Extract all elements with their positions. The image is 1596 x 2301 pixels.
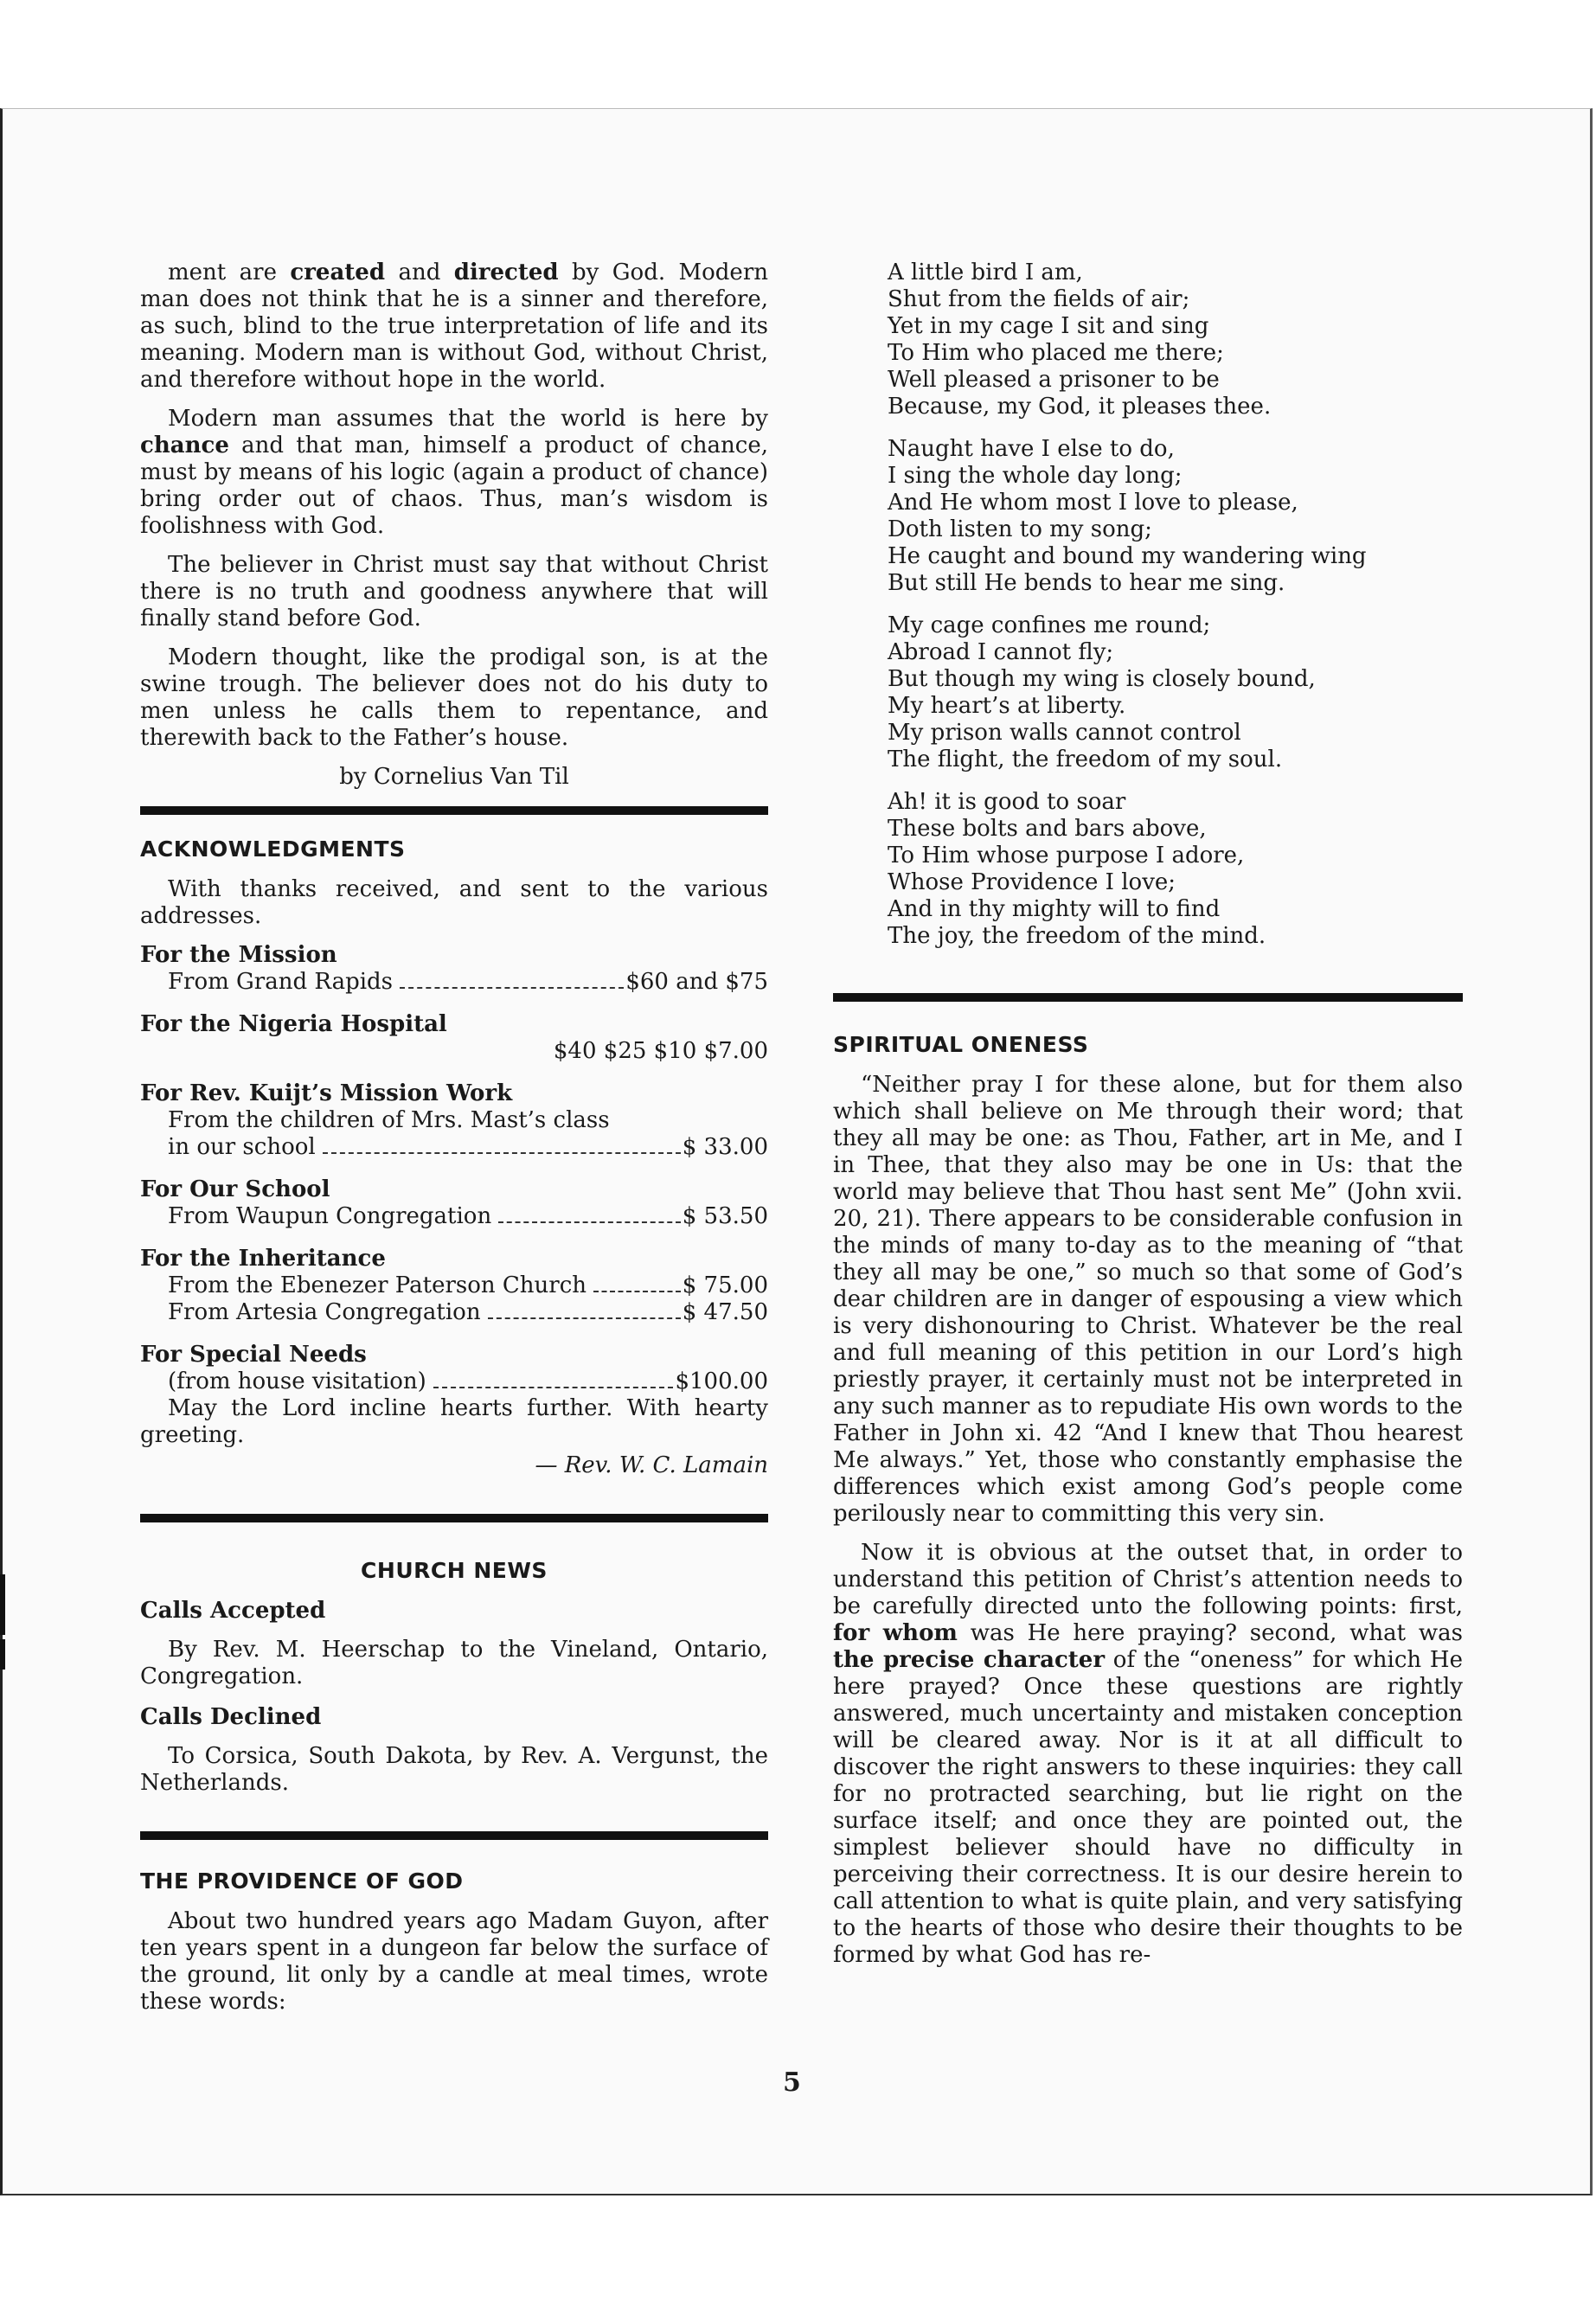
text-run: “Neither pray I for these alone, but for them also which shall believe on Me through their word; that they all may be one: as Thou, Father, art in Me, and I in Thee, that they also may be one in Us: that the world may believe that Thou hast sent Me” (John xvii. 20, 21). There appears to be considerable confusion in the minds of many to-day as to the meaning of “that they all may be one,” so much so that some of God’s dear children are in danger of espousing a view which is very dishonouring to Christ. Whatever be the real and full meaning of this petition in our Lord’s high priestly prayer, it certainly must not be interpreted in any such manner as to repudiate His own words to the Father in John xi. 42 “And I knew that Thou hearest Me always.” Yet, those who constantly emphasise the differences which exist among God’s people come perilously near to committing this very sin.	[833, 1072, 1463, 1527]
calls-declined-heading: Calls Declined	[140, 1704, 322, 1730]
poem-line: The flight, the freedom of my soul.	[888, 747, 1283, 772]
dot-leader	[433, 1387, 674, 1388]
dot-leader	[498, 1221, 681, 1223]
section-divider	[140, 1831, 768, 1840]
text-run: and	[385, 260, 454, 285]
poem-line: My cage confines me round;	[888, 612, 1211, 638]
poem-stanza	[833, 612, 1463, 773]
emphasis-text: the precise character	[833, 1647, 1106, 1673]
ack-heading: For the Nigeria Hospital	[140, 1011, 447, 1037]
ack-amount: $ 53.50	[682, 1203, 768, 1229]
paragraph	[140, 552, 768, 632]
poem-line: To Him who placed me there;	[888, 340, 1224, 366]
poem-line: Doth listen to my song;	[888, 516, 1152, 542]
poem-stanza	[833, 436, 1463, 597]
calls-accepted-heading: Calls Accepted	[140, 1598, 326, 1624]
poem-line: Abroad I cannot fly;	[888, 639, 1114, 665]
ack-amount: $ 47.50	[682, 1299, 768, 1325]
ack-amount: $100.00	[675, 1368, 768, 1394]
calls-accepted-text: By Rev. M. Heerschap to the Vineland, Ontario, Congregation.	[140, 1637, 768, 1689]
ack-source: From the children of Mrs. Mast’s class	[168, 1107, 610, 1133]
poem-line: Yet in my cage I sit and sing	[888, 313, 1209, 339]
dot-leader	[488, 1317, 681, 1319]
right-column	[833, 260, 1463, 1981]
providence-title: THE PROVIDENCE OF GOD	[140, 1868, 464, 1894]
poem-line: The joy, the freedom of the mind.	[888, 923, 1266, 949]
acknowledgments-closing: May the Lord incline hearts further. With hearty greeting.	[140, 1395, 768, 1448]
scan-edge-mark	[0, 1574, 5, 1635]
poem-line: My heart’s at liberty.	[888, 693, 1126, 719]
left-column	[140, 260, 768, 2028]
dot-leader	[593, 1291, 681, 1292]
ack-source: From Waupun Congregation	[168, 1203, 492, 1229]
spiritual-oneness-article	[833, 1072, 1463, 1969]
poem-line: Because, my God, it pleases thee.	[888, 394, 1272, 420]
poem-stanza	[833, 260, 1463, 420]
signature: — Rev. W. C. Lamain	[535, 1452, 768, 1478]
poem-line: Shut from the fields of air;	[888, 286, 1190, 312]
ack-heading: For the Mission	[140, 942, 337, 968]
poem-line: Naught have I else to do,	[888, 436, 1175, 462]
dot-leader	[323, 1152, 681, 1154]
section-divider	[140, 1514, 768, 1522]
poem-line: He caught and bound my wandering wing	[888, 543, 1367, 569]
emphasis-text: directed	[453, 260, 559, 285]
paragraph	[140, 644, 768, 752]
poem-line: And in thy mighty will to find	[888, 896, 1221, 922]
paragraph	[833, 1072, 1463, 1528]
ack-entry	[140, 1203, 768, 1230]
page-number: 5	[783, 2067, 801, 2098]
scan-edge-mark	[0, 1639, 5, 1670]
paragraph	[140, 406, 768, 540]
paragraph	[833, 1540, 1463, 1969]
ack-heading: For Special Needs	[140, 1342, 367, 1368]
acknowledgments-title: ACKNOWLEDGMENTS	[140, 836, 406, 862]
church-news-title: CHURCH NEWS	[361, 1558, 548, 1583]
poem-line: And He whom most I love to please,	[888, 490, 1298, 516]
poem-line: A little bird I am,	[888, 260, 1083, 285]
paragraph	[140, 260, 768, 394]
poem-line: But though my wing is closely bound,	[888, 666, 1316, 692]
ack-source: From Grand Rapids	[168, 969, 394, 995]
poem-stanza	[833, 789, 1463, 950]
ack-amount: $40 $25 $10 $7.00	[553, 1038, 768, 1064]
providence-text: About two hundred years ago Madam Guyon, after ten years spent in a dungeon far below the surface of the ground, lit only by a candle at meal times, wrote these words:	[140, 1908, 768, 2015]
calls-declined-text: To Corsica, South Dakota, by Rev. A. Vergunst, the Netherlands.	[140, 1743, 768, 1796]
ack-entry	[140, 1368, 768, 1395]
van-til-article	[140, 260, 768, 752]
ack-source: (from house visitation)	[168, 1368, 426, 1394]
ack-source: in our school	[168, 1134, 316, 1160]
text-run: The believer in Christ must say that without Christ there is no truth and goodness anywhere that will finally stand before God.	[140, 552, 768, 631]
ack-source: From the Ebenezer Paterson Church	[168, 1272, 587, 1298]
poem-line: But still He bends to hear me sing.	[888, 570, 1285, 596]
spiritual-oneness-title: SPIRITUAL ONENESS	[833, 1032, 1089, 1057]
text-run: Now it is obvious at the outset that, in order to understand this petition of Christ’s attention needs to be carefully directed unto the following points: first,	[833, 1540, 1463, 1619]
ack-amount: $ 33.00	[682, 1134, 768, 1160]
emphasis-text: chance	[140, 433, 229, 458]
poem-line: These bolts and bars above,	[888, 816, 1207, 842]
poem-line: Whose Providence I love;	[888, 869, 1176, 895]
byline: by Cornelius Van Til	[339, 764, 569, 790]
section-divider	[833, 993, 1463, 1002]
poem-line: Well pleased a prisoner to be	[888, 367, 1220, 393]
ack-entry	[140, 969, 768, 996]
ack-heading: For the Inheritance	[140, 1246, 386, 1272]
ack-amount: $ 75.00	[682, 1272, 768, 1298]
section-divider	[140, 806, 768, 815]
poem-line: To Him whose purpose I adore,	[888, 843, 1245, 868]
text-run: Modern man assumes that the world is here by	[168, 406, 768, 432]
ack-heading: For Rev. Kuijt’s Mission Work	[140, 1080, 513, 1106]
ack-heading: For Our School	[140, 1176, 330, 1202]
guyon-poem	[833, 260, 1463, 950]
ack-source: From Artesia Congregation	[168, 1299, 481, 1325]
text-run: of the “oneness” for which He here prayed? Once these questions are rightly answered, much uncertainty and mistaken conception will be cleared away. Nor is it at all difficult to discover the right answers to these inquiries: they call for no protracted searching, but lie right on the surface itself; and once they are pointed out, the simplest believer should have no difficulty in perceiving their correctness. It is our desire herein to call attention to what is quite plain, and very satisfying to the hearts of those who desire their thoughts to be formed by what God has re-	[833, 1647, 1463, 1968]
text-run: by God. Modern man does not think that he is a sinner and therefore, as such, blind to the true interpretation of life and its meaning. Modern man is without God, without Christ, and therefore without hope in the world.	[140, 260, 768, 393]
ack-entry	[140, 1299, 768, 1326]
emphasis-text: for whom	[833, 1620, 958, 1646]
poem-line: Ah! it is good to soar	[888, 789, 1126, 815]
text-run: ment are	[168, 260, 291, 285]
dot-leader	[400, 987, 624, 989]
emphasis-text: created	[290, 260, 386, 285]
ack-amount: $60 and $75	[625, 969, 768, 995]
acknowledgments-intro: With thanks received, and sent to the various addresses.	[140, 876, 768, 929]
text-run: was He here praying? second, what was	[957, 1620, 1463, 1646]
ack-entry	[140, 1272, 768, 1299]
poem-line: I sing the whole day long;	[888, 463, 1183, 489]
poem-line: My prison walls cannot control	[888, 720, 1241, 746]
text-run: and that man, himself a product of chance, must by means of his logic (again a product of chance) bring order out of chaos. Thus, man’s wisdom is foolishness with God.	[140, 433, 768, 539]
ack-entry	[140, 1134, 768, 1161]
text-run: Modern thought, like the prodigal son, is at the swine trough. The believer does not do his duty to men unless he calls them to repentance, and therewith back to the Father’s house.	[140, 644, 768, 751]
